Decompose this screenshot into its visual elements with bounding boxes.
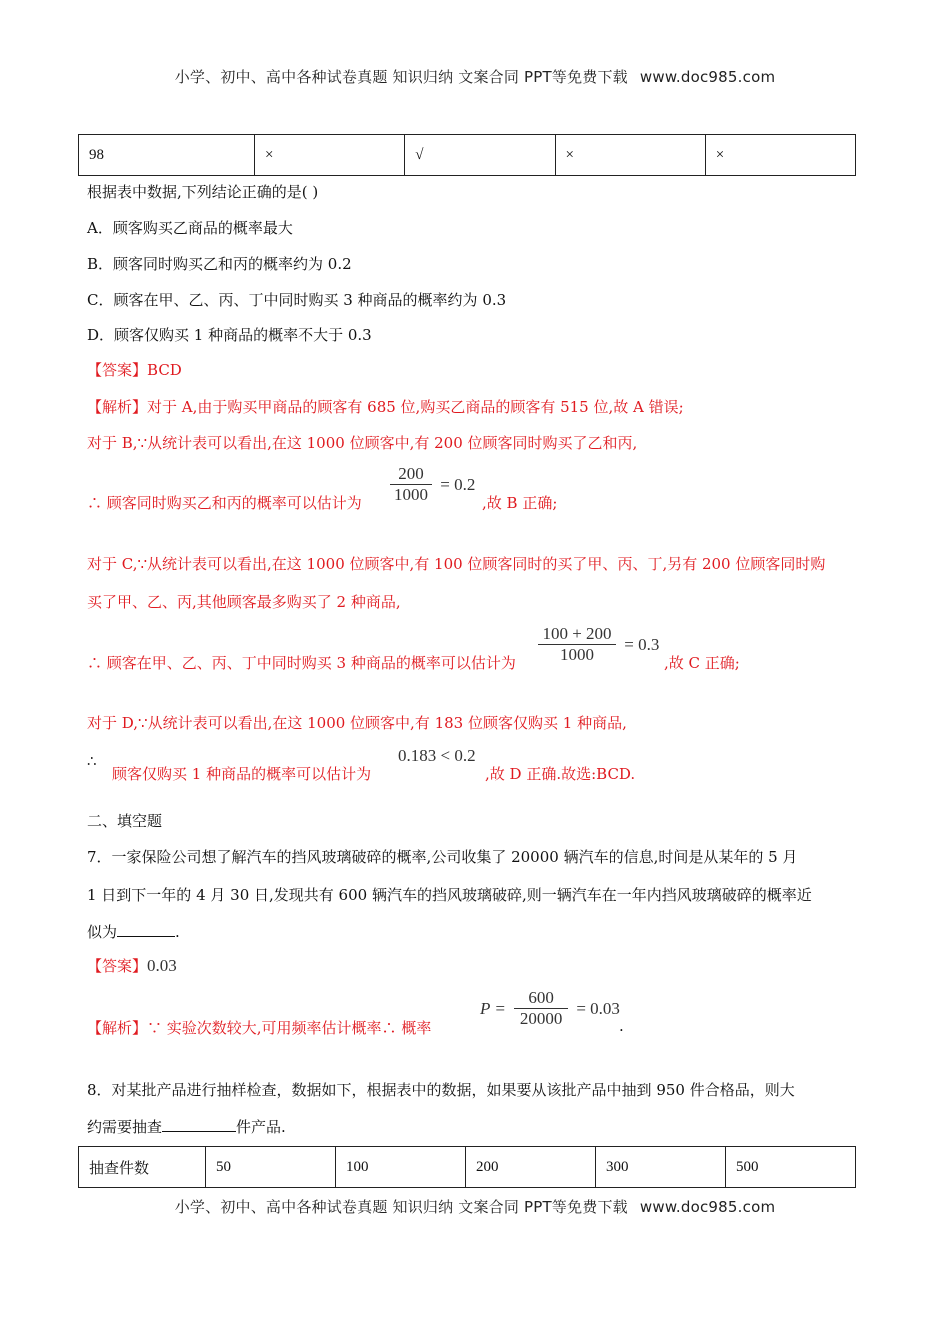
q7-line3 [87, 921, 180, 942]
analysis-a-text: 对于 A,由于购买甲商品的顾客有 685 位,购买乙商品的顾客有 515 位,故 A 错误; [147, 398, 684, 416]
answer-value: BCD [147, 361, 182, 379]
table-row [79, 135, 856, 176]
answer-label: 【答案】 [87, 957, 148, 975]
table-cell: 500 [726, 1147, 856, 1188]
q7-answer-line [87, 955, 177, 976]
analysis-d2-text: 顾客仅购买 1 种商品的概率可以估计为 [112, 765, 372, 783]
fraction-b-result: = 0.2 [440, 474, 476, 494]
fraction-b-den: 1000 [394, 485, 428, 504]
formula-p: P = [480, 998, 506, 1018]
fraction-q7-result: = 0.03 [576, 998, 620, 1018]
fraction-c-den: 1000 [560, 645, 594, 664]
answer-value: 0.03 [147, 956, 177, 975]
table-cell: 抽查件数 [79, 1147, 206, 1188]
q8-line2-post: 件产品. [236, 1118, 286, 1136]
analysis-c3-post: ,故 C 正确; [664, 654, 740, 672]
fraction-b [390, 464, 475, 505]
option-b: B．顾客同时购买乙和丙的概率约为 0.2 [87, 255, 352, 273]
table-cell: 200 [466, 1147, 596, 1188]
q7-end: . [619, 1017, 624, 1035]
analysis-b2-post: ,故 B 正确; [482, 494, 558, 512]
top-table [78, 134, 856, 176]
fraction-q7-num: 600 [528, 988, 554, 1007]
fraction-c-num: 100 + 200 [542, 624, 612, 643]
answer-label: 【答案】 [87, 361, 148, 379]
option-c: C．顾客在甲、乙、丙、丁中同时购买 3 种商品的概率约为 0.3 [87, 291, 507, 309]
analysis-d2-post: ,故 D 正确.故选:BCD. [485, 765, 636, 783]
answer-blank[interactable] [162, 1117, 236, 1132]
table-cell: 300 [596, 1147, 726, 1188]
option-d: D．顾客仅购买 1 种商品的概率不大于 0.3 [87, 326, 372, 344]
q8-table [78, 1146, 856, 1188]
table-cell: × [255, 135, 405, 176]
q7-line3-pre: 似为 [87, 923, 118, 941]
analysis-b1: 对于 B,∵从统计表可以看出,在这 1000 位顾客中,有 200 位顾客同时购买了乙和丙, [87, 434, 638, 452]
table-cell: 50 [206, 1147, 336, 1188]
table-cell: × [555, 135, 705, 176]
q8-line2 [87, 1116, 286, 1137]
table-cell: 100 [336, 1147, 466, 1188]
fraction-q7 [480, 988, 620, 1029]
q8-line1: 8．对某批产品进行抽样检查，数据如下，根据表中的数据，如果要从该批产品中抽到 950 件合格品，则大 [87, 1081, 795, 1099]
analysis-c2: 买了甲、乙、丙,其他顾客最多购买了 2 种商品, [87, 593, 401, 611]
answer-line [87, 359, 182, 380]
page-footer [0, 1196, 950, 1217]
analysis-label: 【解析】 [87, 1019, 148, 1037]
question-stem: 根据表中数据,下列结论正确的是( ) [87, 183, 319, 201]
fraction-b-num: 200 [398, 464, 424, 483]
table-row [79, 1147, 856, 1188]
analysis-label: 【解析】 [87, 398, 148, 416]
therefore-symbol: ∴ [87, 752, 97, 770]
footer-text: 小学、初中、高中各种试卷真题 知识归纳 文案合同 PPT等免费下载 [174, 1198, 628, 1216]
analysis-text: ∵ 实验次数较大,可用频率估计概率∴ 概率 [147, 1019, 432, 1037]
fraction-c [538, 624, 659, 665]
table-cell: √ [405, 135, 555, 176]
math-d: 0.183 < 0.2 [398, 746, 476, 765]
table-cell: 98 [79, 135, 255, 176]
q7-line1: 7．一家保险公司想了解汽车的挡风玻璃破碎的概率,公司收集了 20000 辆汽车的信息,时间是从某年的 5 月 [87, 848, 798, 866]
header-text: 小学、初中、高中各种试卷真题 知识归纳 文案合同 PPT等免费下载 [174, 68, 628, 86]
section-heading: 二、填空题 [87, 812, 163, 830]
analysis-c3-pre: ∴ 顾客在甲、乙、丙、丁中同时购买 3 种商品的概率可以估计为 [87, 654, 516, 672]
q7-analysis [87, 1017, 431, 1038]
q7-line3-post: . [175, 923, 180, 941]
fraction-c-result: = 0.3 [624, 634, 660, 654]
header-url[interactable]: www.doc985.com [639, 68, 776, 86]
footer-url[interactable]: www.doc985.com [639, 1198, 776, 1216]
analysis-b2-pre: ∴ 顾客同时购买乙和丙的概率可以估计为 [87, 494, 362, 512]
page-header [0, 66, 950, 87]
fraction-q7-den: 20000 [519, 1009, 563, 1028]
table-cell: × [705, 135, 855, 176]
option-a: A．顾客购买乙商品的概率最大 [87, 219, 293, 237]
q7-line2: 1 日到下一年的 4 月 30 日,发现共有 600 辆汽车的挡风玻璃破碎,则一辆汽车在一年内挡风玻璃破碎的概率近 [87, 886, 812, 904]
analysis-a [87, 396, 684, 417]
answer-blank[interactable] [117, 922, 175, 937]
q8-line2-pre: 约需要抽查 [87, 1118, 163, 1136]
analysis-d1: 对于 D,∵从统计表可以看出,在这 1000 位顾客中,有 183 位顾客仅购买 1 种商品, [87, 714, 627, 732]
analysis-c1: 对于 C,∵从统计表可以看出,在这 1000 位顾客中,有 100 位顾客同时的买了甲、丙、丁,另有 200 位顾客同时购 [87, 555, 826, 573]
